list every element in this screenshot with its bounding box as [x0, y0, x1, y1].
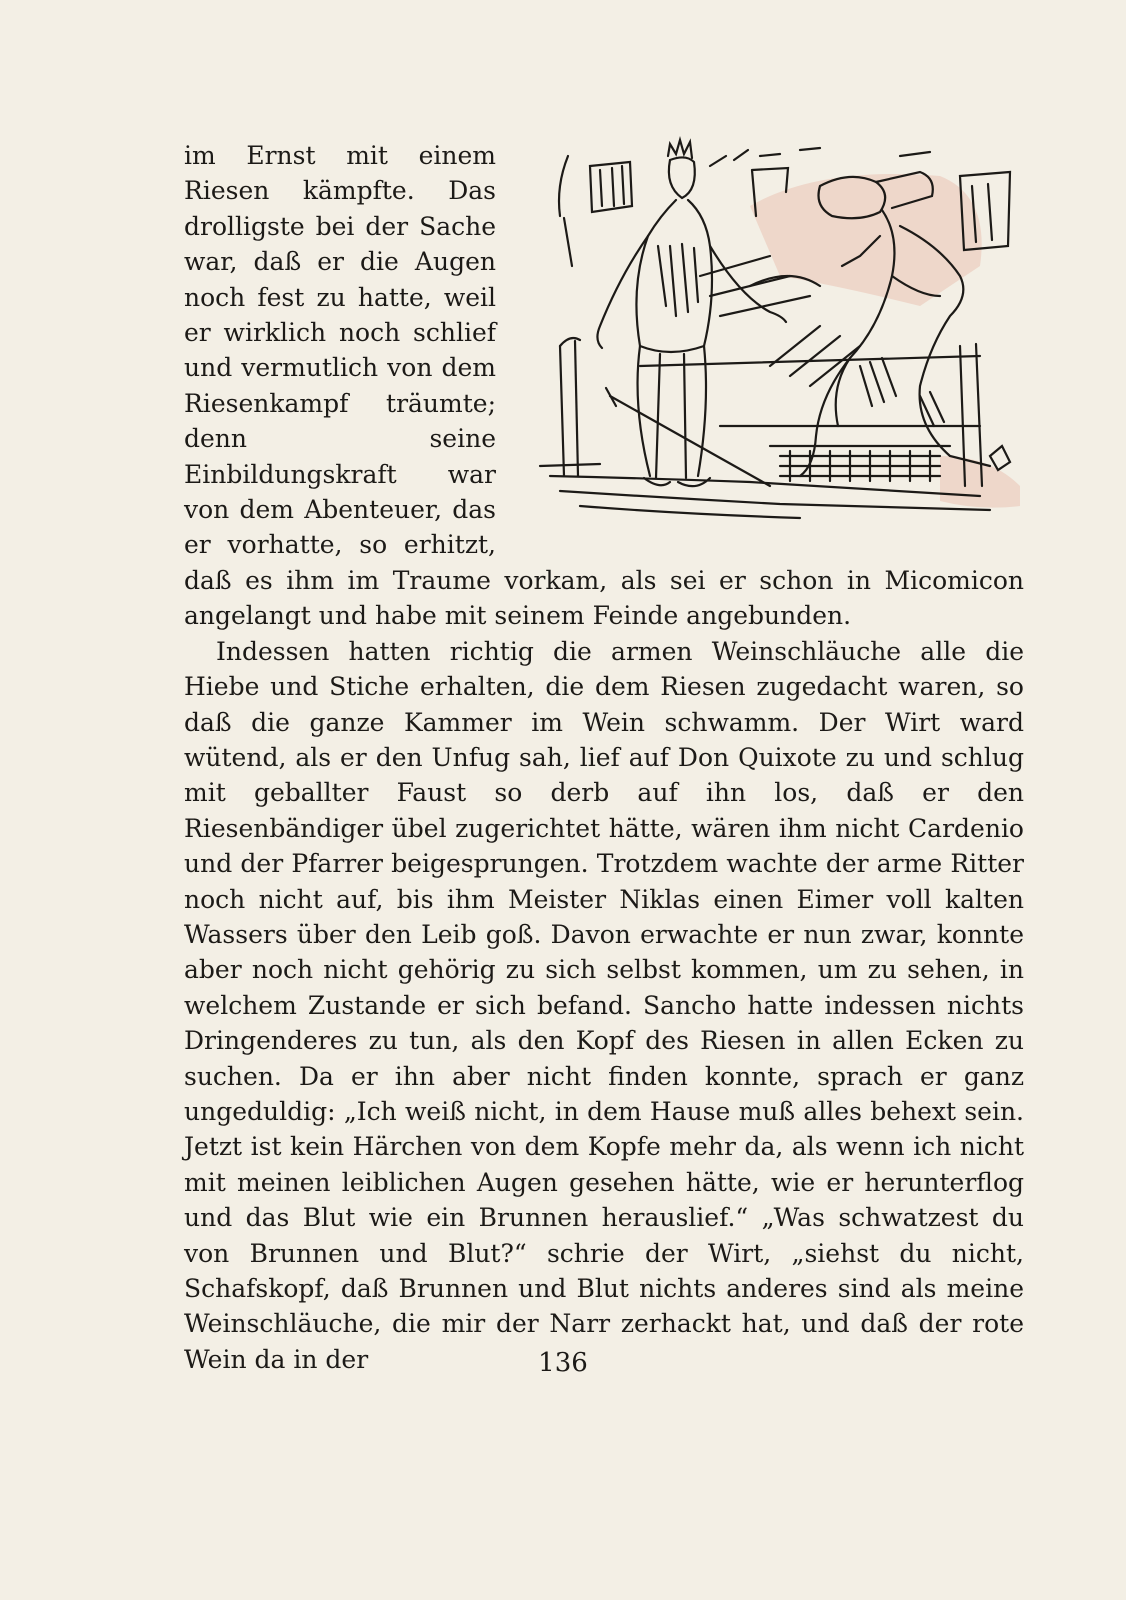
page-number: 136 — [538, 1348, 588, 1378]
paragraph-1: im Ernst mit einem Riesen kämpfte. Das drolligste bei der Sache war, daß er die Augen noch fest zu hatte, weil er wirklich noch schlief und vermutlich von dem Riesenkampf träumte; denn seine Einbildungskraft war von dem Abenteuer, das er vorhatte, so erhitzt, daß es ihm im Traume vorkam, als sei er schon in Micomicon angelangt und habe mit seinem Feinde angebunden. — [184, 141, 1024, 631]
woodcut-drawing — [520, 126, 1030, 546]
text-column — [184, 138, 1024, 1377]
paragraph-2: Indessen hatten richtig die armen Weinschläuche alle die Hiebe und Stiche erhalten, die dem Riesen zugedacht waren, so daß die ganze Kammer im Wein schwamm. Der Wirt ward wütend, als er den Unfug sah, lief auf Don Quixote zu und schlug mit geballter Faust so derb auf ihn los, daß er den Riesenbändiger übel zugerichtet hätte, wären ihm nicht Cardenio und der Pfarrer beigesprungen. Trotzdem wachte der arme Ritter noch nicht auf, bis ihm Meister Niklas einen Eimer voll kalten Wassers über den Leib goß. Davon erwachte er nun zwar, konnte aber noch nicht gehörig zu sich selbst kommen, um zu sehen, in welchem Zustande er sich befand. Sancho hatte indessen nichts Dringenderes zu tun, als den Kopf des Riesen in allen Ecken zu suchen. Da er ihn aber nicht finden konnte, sprach er ganz ungeduldig: „Ich weiß nicht, in dem Hause muß alles behext sein. Jetzt ist kein Härchen von dem Kopfe mehr da, als wenn ich nicht mit meinen leiblichen Augen gesehen hätte, wie er herunterflog und das Blut wie ein Brunnen herauslief.“ „Was schwatzest du von Brunnen und Blut?“ schrie der Wirt, „siehst du nicht, Schafskopf, daß Brunnen und Blut nichts anderes sind als meine Weinschläuche, die mir der Narr zerhackt hat, und daß der rote Wein da in der — [184, 636, 1024, 1374]
illustration-don-quixote-fighting-wineskins — [520, 126, 1030, 546]
